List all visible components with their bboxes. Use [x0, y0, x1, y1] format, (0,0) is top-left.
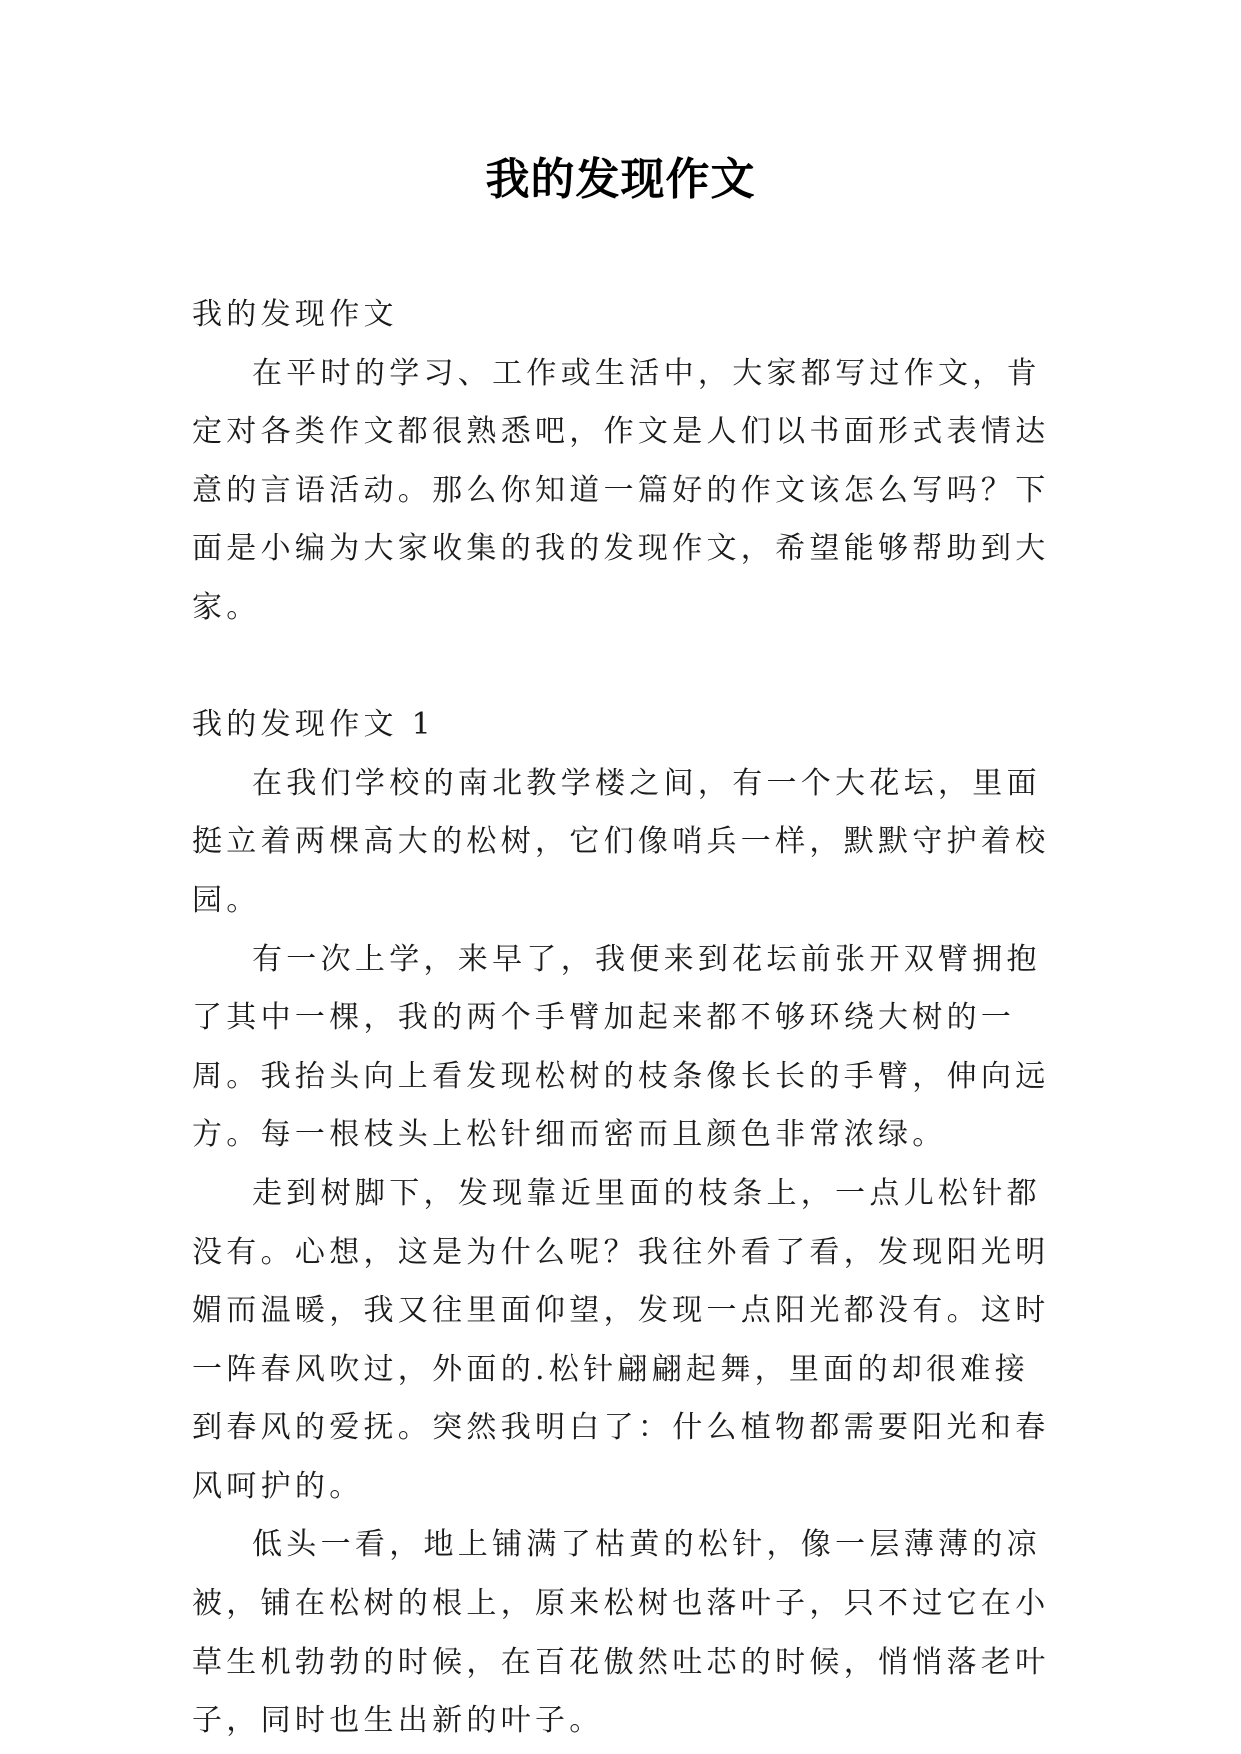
section-spacer	[192, 638, 1052, 697]
section-heading: 我的发现作文 1	[192, 707, 436, 743]
intro-heading: 我的发现作文	[192, 297, 398, 332]
body-paragraph: 低头一看，地上铺满了枯黄的松针，像一层薄薄的凉被，铺在松树的根上，原来松树也落叶子，只不过它在小草生机勃勃的时候，在百花傲然吐芯的时候，悄悄落老叶子，同时也生出新的叶子。	[192, 1527, 1050, 1739]
body-paragraph: 在我们学校的南北教学楼之间，有一个大花坛，里面挺立着两棵高大的松树，它们像哨兵一样，默默守护着校园。	[192, 765, 1050, 918]
intro-paragraph: 在平时的学习、工作或生活中，大家都写过作文，肯定对各类作文都很熟悉吧，作文是人们以书面形式表情达意的言语活动。那么你知道一篇好的作文该怎么写吗？下面是小编为大家收集的我的发现作文，希望能够帮助到大家。	[192, 355, 1050, 625]
body-paragraph: 有一次上学，来早了，我便来到花坛前张开双臂拥抱了其中一棵，我的两个手臂加起来都不够环绕大树的一周。我抬头向上看发现松树的枝条像长长的手臂，伸向远方。每一根枝头上松针细而密而且颜色非常浓绿。	[192, 941, 1050, 1153]
body-paragraph: 走到树脚下，发现靠近里面的枝条上，一点儿松针都没有。心想，这是为什么呢？我往外看了看，发现阳光明媚而温暖，我又往里面仰望，发现一点阳光都没有。这时一阵春风吹过，外面的.松针翩翩起舞，里面的却很难接到春风的爱抚。突然我明白了：什么植物都需要阳光和春风呵护的。	[192, 1175, 1050, 1504]
document-title: 我的发现作文	[485, 154, 756, 205]
document-body	[192, 286, 1052, 1751]
